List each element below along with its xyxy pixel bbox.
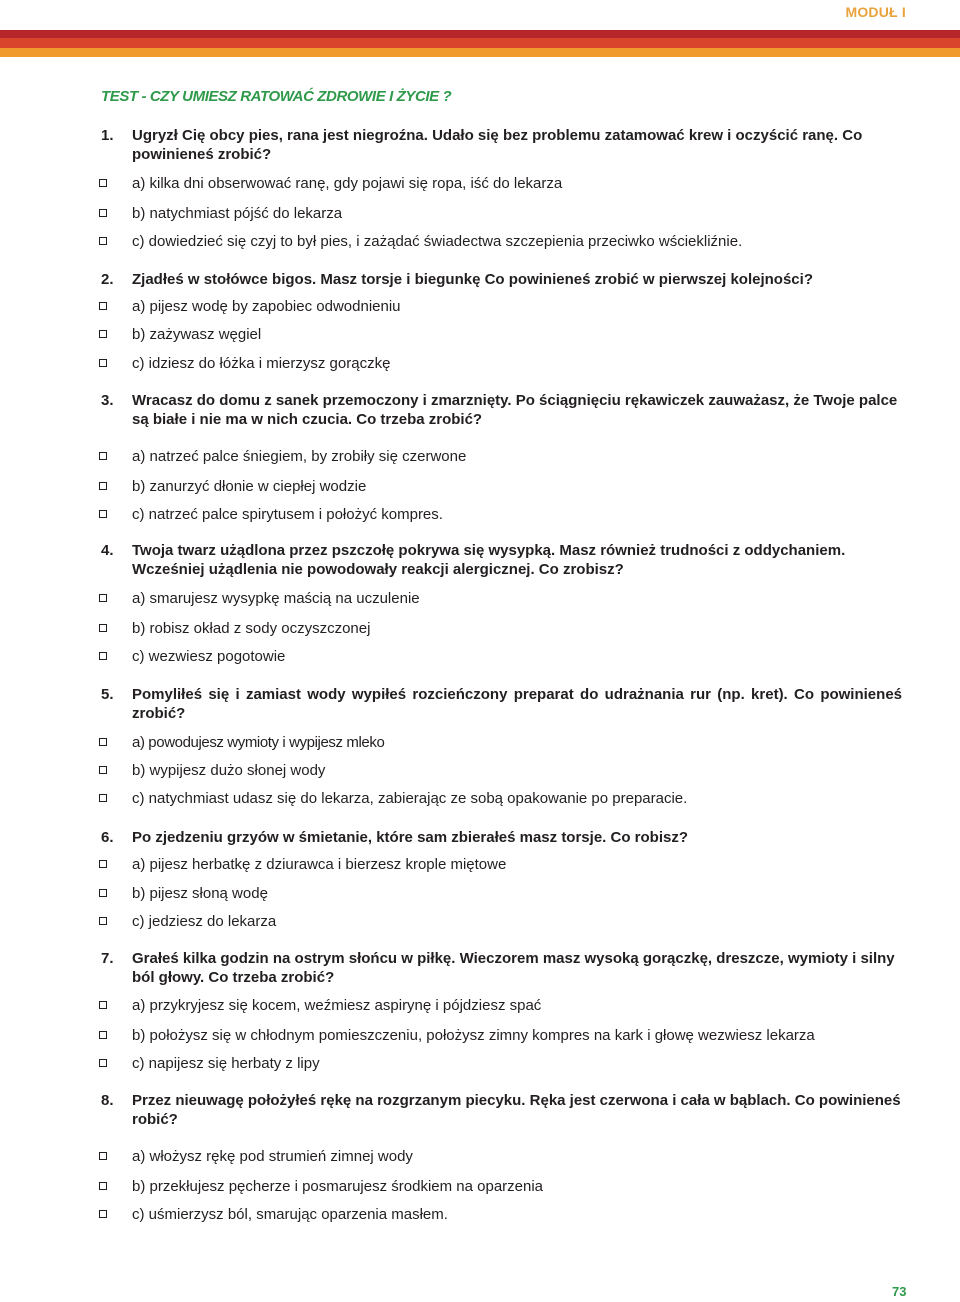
checkbox[interactable] [99,237,107,245]
checkbox[interactable] [99,482,107,490]
question-text: Przez nieuwagę położyłeś rękę na rozgrzanym piecyku. Ręka jest czerwona i cała w bąblach. Co powinieneś robić? [132,1092,901,1128]
checkbox[interactable] [99,330,107,338]
question-number: 6. [101,829,114,846]
option-text: c) natrzeć palce spirytusem i położyć kompres. [132,506,443,523]
question-text: Twoja twarz użądlona przez pszczołę pokrywa się wysypką. Masz również trudności z oddychaniem. Wcześniej użądlenia nie powodowały reakcji alergicznej. Co zrobisz? [132,542,846,578]
checkbox[interactable] [99,1031,107,1039]
checkbox[interactable] [99,359,107,367]
option-text: a) włożysz rękę pod strumień zimnej wody [132,1148,413,1165]
checkbox[interactable] [99,1001,107,1009]
page-number: 73 [892,1284,907,1299]
checkbox[interactable] [99,766,107,774]
checkbox[interactable] [99,1152,107,1160]
question-text: Wracasz do domu z sanek przemoczony i zmarznięty. Po ściągnięciu rękawiczek zauważasz, że Twoje palce są białe i nie ma w nich czucia. Co trzeba zrobić? [132,392,898,428]
module-label: MODUŁ I [845,4,906,20]
option-text: b) zażywasz węgiel [132,326,262,343]
checkbox[interactable] [99,452,107,460]
question-text: Grałeś kilka godzin na ostrym słońcu w piłkę. Wieczorem masz wysoką gorączkę, dreszcze, wymioty i silny ból głowy. Co trzeba zrobić? [132,950,895,986]
checkbox[interactable] [99,1059,107,1067]
checkbox[interactable] [99,652,107,660]
option-text: a) powodujesz wymioty i wypijesz mleko [132,734,385,751]
checkbox[interactable] [99,179,107,187]
checkbox[interactable] [99,738,107,746]
option-text: a) pijesz herbatkę z dziurawca i bierzesz krople miętowe [132,856,507,873]
option-text: c) idziesz do łóżka i mierzysz gorączkę [132,355,391,372]
header-band-dark [0,30,960,38]
question-number: 7. [101,950,114,967]
option-text: b) wypijesz dużo słonej wody [132,762,326,779]
option-text: c) jedziesz do lekarza [132,913,277,930]
checkbox[interactable] [99,1182,107,1190]
checkbox[interactable] [99,889,107,897]
question-number: 2. [101,271,114,288]
option-text: b) pijesz słoną wodę [132,885,268,902]
checkbox[interactable] [99,860,107,868]
checkbox[interactable] [99,917,107,925]
option-text: c) natychmiast udasz się do lekarza, zabierając ze sobą opakowanie po preparacie. [132,790,688,807]
checkbox[interactable] [99,794,107,802]
option-text: a) przykryjesz się kocem, weźmiesz aspirynę i pójdziesz spać [132,997,542,1014]
option-text: b) przekłujesz pęcherze i posmarujesz środkiem na oparzenia [132,1178,544,1195]
option-text: b) położysz się w chłodnym pomieszczeniu, położysz zimny kompres na kark i głowę wezwiesz lekarza [132,1027,815,1044]
option-text: b) natychmiast pójść do lekarza [132,205,343,222]
question-text: Ugryzł Cię obcy pies, rana jest niegroźna. Udało się bez problemu zatamować krew i oczyścić ranę. Co powinieneś zrobić? [132,127,863,163]
option-text: a) smarujesz wysypkę maścią na uczulenie [132,590,420,607]
option-text: a) natrzeć palce śniegiem, by zrobiły się czerwone [132,448,467,465]
question-text: Zjadłeś w stołówce bigos. Masz torsje i biegunkę Co powinieneś zrobić w pierwszej kolejności? [132,271,813,288]
question-number: 8. [101,1092,114,1109]
option-text: c) uśmierzysz ból, smarując oparzenia masłem. [132,1206,448,1223]
header-band-red [0,38,960,48]
option-text: c) dowiedzieć się czyj to był pies, i zażądać świadectwa szczepienia przeciwko wściekliźnie. [132,233,743,250]
question-number: 3. [101,392,114,409]
checkbox[interactable] [99,1210,107,1218]
checkbox[interactable] [99,594,107,602]
question-number: 4. [101,542,114,559]
checkbox[interactable] [99,302,107,310]
option-text: b) robisz okład z sody oczyszczonej [132,620,371,637]
option-text: c) napijesz się herbaty z lipy [132,1055,320,1072]
option-text: a) pijesz wodę by zapobiec odwodnieniu [132,298,401,315]
question-text: Pomyliłeś się i zamiast wody wypiłeś rozcieńczony preparat do udrażnania rur (np. kret). Co powinieneś zrobić? [132,686,902,722]
option-text: b) zanurzyć dłonie w ciepłej wodzie [132,478,367,495]
checkbox[interactable] [99,209,107,217]
checkbox[interactable] [99,624,107,632]
option-text: c) wezwiesz pogotowie [132,648,286,665]
question-number: 1. [101,127,114,144]
question-number: 5. [101,686,114,703]
checkbox[interactable] [99,510,107,518]
question-text: Po zjedzeniu grzyów w śmietanie, które sam zbierałeś masz torsje. Co robisz? [132,829,688,846]
option-text: a) kilka dni obserwować ranę, gdy pojawi się ropa, iść do lekarza [132,175,563,192]
test-title: TEST - CZY UMIESZ RATOWAĆ ZDROWIE I ŻYCIE ? [101,88,452,105]
header-band-orange [0,48,960,57]
